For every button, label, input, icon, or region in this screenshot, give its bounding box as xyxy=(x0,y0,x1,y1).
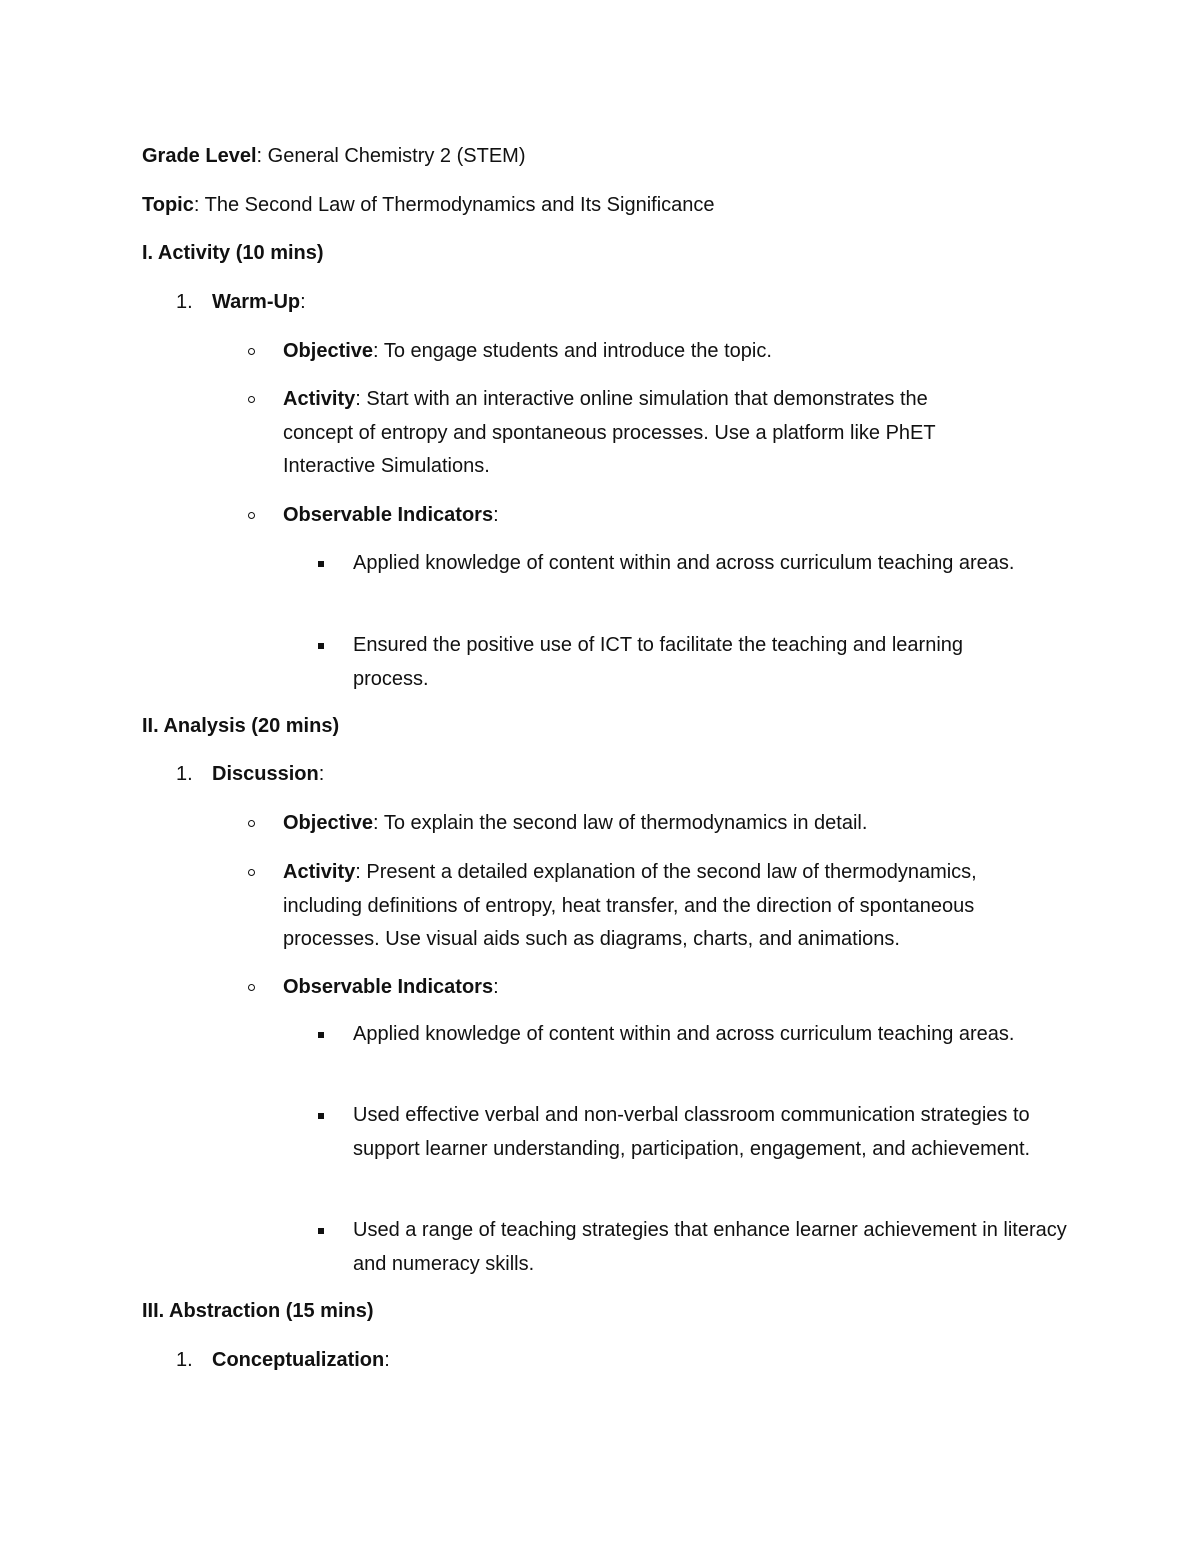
section-heading-activity: I. Activity (10 mins) xyxy=(142,242,324,264)
circle-bullet-icon xyxy=(248,348,255,355)
topic-value: The Second Law of Thermodynamics and Its Significance xyxy=(204,194,715,216)
activity-text: Start with an interactive online simulation that demonstrates the concept of entropy and spontaneous processes. Use a platform like PhET Interactive Simulations. xyxy=(283,388,936,477)
square-bullet-icon xyxy=(318,1032,324,1038)
conceptualization-label: Conceptualization xyxy=(212,1349,385,1371)
objective-colon: : xyxy=(373,340,379,362)
indicators-label: Observable Indicators xyxy=(283,976,494,998)
warm-up-colon: : xyxy=(300,291,306,313)
s1-indicator-2: Ensured the positive use of ICT to facilitate the teaching and learning process. xyxy=(353,634,964,690)
circle-bullet-icon xyxy=(248,869,255,876)
s1-indicators-heading xyxy=(283,499,499,532)
activity-colon: : xyxy=(355,861,361,883)
square-bullet-icon xyxy=(318,643,324,649)
circle-bullet-icon xyxy=(248,396,255,403)
activity-label: Activity xyxy=(283,388,356,410)
objective-text: To explain the second law of thermodynamics in detail. xyxy=(383,812,868,834)
section-heading-analysis: II. Analysis (20 mins) xyxy=(142,715,340,737)
s2-activity xyxy=(283,856,1043,957)
circle-bullet-icon xyxy=(248,512,255,519)
objective-label: Objective xyxy=(283,812,374,834)
s2-indicator-1: Applied knowledge of content within and across curriculum teaching areas. xyxy=(353,1023,1015,1045)
s1-objective xyxy=(283,335,772,368)
s2-objective xyxy=(283,807,867,840)
grade-level-label: Grade Level xyxy=(142,145,257,167)
discussion-heading xyxy=(212,758,324,791)
section-heading-abstraction: III. Abstraction (15 mins) xyxy=(142,1300,374,1322)
topic-label: Topic xyxy=(142,194,194,216)
conceptualization-heading xyxy=(212,1344,390,1377)
activity-label: Activity xyxy=(283,861,356,883)
grade-level-line xyxy=(142,140,525,173)
discussion-colon: : xyxy=(318,763,325,785)
list-number: 1. xyxy=(176,763,193,785)
s2-indicator-2: Used effective verbal and non-verbal classroom communication strategies to support learner understanding, participation, engagement, and achievement. xyxy=(353,1104,1031,1160)
s2-indicator-3: Used a range of teaching strategies that enhance learner achievement in literacy and numeracy skills. xyxy=(353,1219,1067,1275)
square-bullet-icon xyxy=(318,1113,324,1119)
s2-indicators-heading xyxy=(283,971,499,1004)
activity-colon: : xyxy=(355,388,361,410)
list-number: 1. xyxy=(176,291,193,313)
square-bullet-icon xyxy=(318,561,324,567)
s1-activity xyxy=(283,383,1003,484)
grade-level-colon: : xyxy=(256,145,263,167)
warm-up-heading xyxy=(212,286,306,319)
list-number: 1. xyxy=(176,1349,193,1371)
topic-line xyxy=(142,189,715,222)
objective-colon: : xyxy=(373,812,379,834)
grade-level-value: General Chemistry 2 (STEM) xyxy=(267,145,526,167)
activity-text: Present a detailed explanation of the second law of thermodynamics, including definitions of entropy, heat transfer, and the direction of spontaneous processes. Use visual aids such as diagrams, charts, and animations. xyxy=(283,861,977,950)
circle-bullet-icon xyxy=(248,984,255,991)
topic-colon: : xyxy=(193,194,200,216)
s1-indicator-1: Applied knowledge of content within and across curriculum teaching areas. xyxy=(353,552,1015,574)
discussion-label: Discussion xyxy=(212,763,319,785)
indicators-colon: : xyxy=(493,504,499,526)
objective-label: Objective xyxy=(283,340,374,362)
square-bullet-icon xyxy=(318,1228,324,1234)
indicators-label: Observable Indicators xyxy=(283,504,494,526)
warm-up-label: Warm-Up xyxy=(212,291,301,313)
conceptualization-colon: : xyxy=(384,1349,390,1371)
objective-text: To engage students and introduce the topic. xyxy=(383,340,772,362)
indicators-colon: : xyxy=(493,976,499,998)
circle-bullet-icon xyxy=(248,820,255,827)
